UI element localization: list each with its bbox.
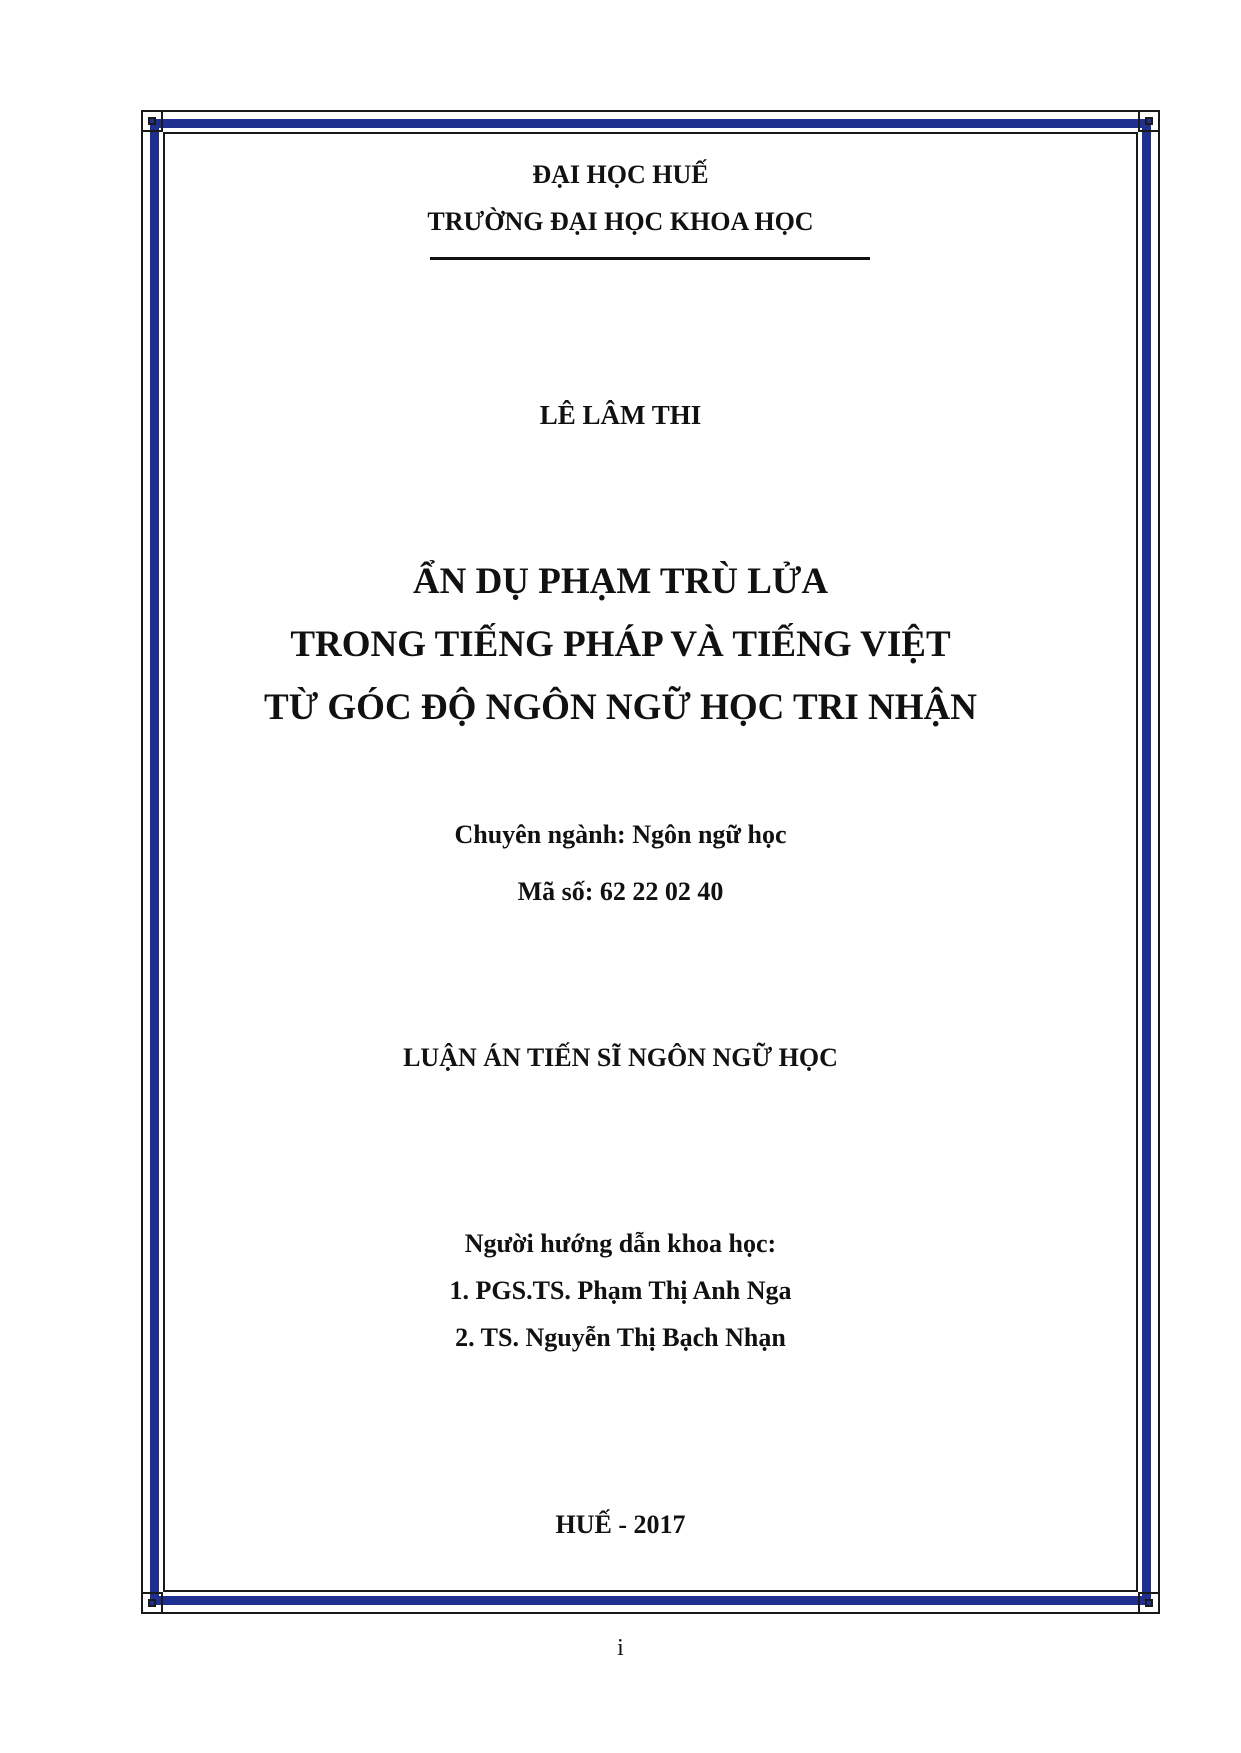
thesis-title-line-3: TỪ GÓC ĐỘ NGÔN NGỮ HỌC TRI NHẬN xyxy=(264,687,977,728)
major-code: Mã số: 62 22 02 40 xyxy=(517,877,724,906)
page-number: i xyxy=(617,1635,624,1661)
thesis-title-line-2: TRONG TIẾNG PHÁP VÀ TIẾNG VIỆT xyxy=(290,624,951,665)
corner-ornament-top-right xyxy=(1138,110,1160,132)
corner-ornament-bottom-right xyxy=(1138,1592,1160,1614)
advisors-label: Người hướng dẫn khoa học: xyxy=(464,1229,777,1258)
major-field: Chuyên ngành: Ngôn ngữ học xyxy=(454,820,787,849)
corner-ornament-bottom-left xyxy=(141,1592,163,1614)
corner-ornament-top-left xyxy=(141,110,163,132)
place-and-year: HUẾ - 2017 xyxy=(555,1510,686,1539)
degree-type: LUẬN ÁN TIẾN SĨ NGÔN NGỮ HỌC xyxy=(403,1043,838,1072)
author-name: LÊ LÂM THI xyxy=(539,400,702,430)
thesis-title-line-1: ẨN DỤ PHẠM TRÙ LỬA xyxy=(412,561,829,602)
university-name: ĐẠI HỌC HUẾ xyxy=(532,160,709,189)
advisor-item: 1. PGS.TS. Phạm Thị Anh Nga xyxy=(449,1276,792,1305)
header-divider xyxy=(430,257,870,260)
advisor-item: 2. TS. Nguyễn Thị Bạch Nhạn xyxy=(455,1323,786,1352)
page-border-inner xyxy=(163,132,1138,1592)
college-name: TRƯỜNG ĐẠI HỌC KHOA HỌC xyxy=(427,207,814,236)
